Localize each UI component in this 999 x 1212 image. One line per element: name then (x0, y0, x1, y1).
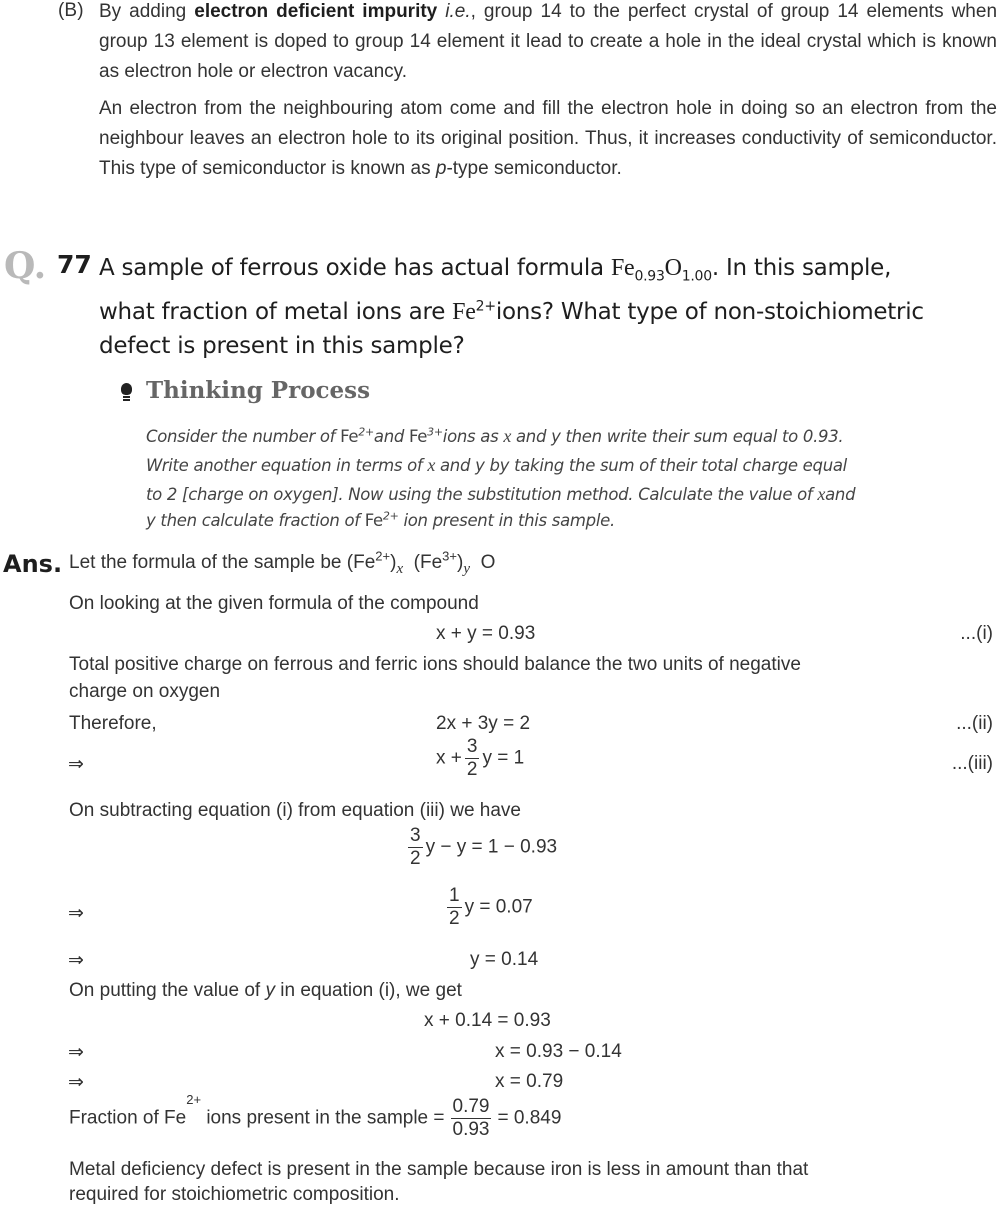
equation-2: 2x + 3y = 2 (436, 713, 531, 734)
equation-3: x + $\frac{3}{2}$ y = 1 (436, 736, 525, 780)
conclusion-2: required for stoichiometric composition. (69, 1184, 400, 1205)
equation-7: x + 0.14 = 0.93 (424, 1010, 551, 1031)
part-b-paragraph-1: By adding electron deficient impurity i.e., group 14 to the perfect crystal of group 14 elements when group 13 element is doped to group 14 element it lead to create a hole in the ideal crystal which is known as electron hole or electron vacancy. (99, 1, 998, 82)
implies-symbol-4: ⇒ (68, 1041, 84, 1063)
answer-line-6: On putting the value of y in equation (i), we get (69, 980, 462, 1001)
part-b-label: (B) (58, 0, 84, 21)
implies-symbol-1: ⇒ (68, 753, 84, 775)
implies-symbol-2: ⇒ (68, 902, 84, 924)
answer-line-2: On looking at the given formula of the compound (69, 593, 479, 614)
implies-symbol-5: ⇒ (68, 1071, 84, 1093)
therefore-label: Therefore, (69, 713, 157, 734)
answer-label: Ans. (3, 550, 63, 578)
thinking-process-title: Thinking Process (146, 377, 371, 404)
equation-6: y = 0.14 (470, 949, 539, 970)
answer-line-4: charge on oxygen (69, 681, 221, 702)
question-letter: Q. (4, 245, 47, 287)
thinking-process-text: Consider the number of $Fe^{2+}and$ $Fe^{3+}ions$ as x and y then write their sum equal to 0.93. Write another equation in terms of x and y by taking the sum of their total charge equal to 2 [charge on oxygen]. Now using the substitution method. Calculate the value of xand y then calculate fraction of $Fe^{2+}$ ion present in this sample. (146, 425, 856, 530)
equation-1: x + y = 0.93 (436, 623, 536, 644)
answer-line-5: On subtracting equation (i) from equation (iii) we have (69, 800, 522, 821)
equation-8: x = 0.93 − 0.14 (495, 1041, 622, 1062)
conclusion-1: Metal deficiency defect is present in the sample because iron is less in amount than that (69, 1159, 809, 1180)
implies-symbol-3: ⇒ (68, 949, 84, 971)
lightbulb-base-icon (123, 396, 130, 401)
equation-4: $\frac{3}{2}$ y − y = 1 − 0.93 (410, 825, 558, 869)
question-number: 77 (57, 250, 92, 279)
answer-line-3: Total positive charge on ferrous and ferric ions should balance the two units of negative (69, 654, 801, 675)
equation-3-tag: ...(iii) (951, 753, 993, 774)
equation-9: x = 0.79 (495, 1071, 564, 1092)
question-text: A sample of ferrous oxide has actual formula $Fe_{0.93}O_{1.00}$. In this sample, what fraction of metal ions are $Fe^{2+}ions$? What type of non-stoichiometric defect is present in this sample? (99, 255, 924, 359)
equation-5: $\frac{1}{2}$ y = 0.07 (449, 885, 533, 929)
answer-intro: Let the formula of the sample be $(Fe^{2+})_x$ $(Fe^{3+})_y$ O (69, 548, 496, 577)
lightbulb-icon (121, 383, 132, 395)
equation-2-tag: ...(ii) (956, 713, 993, 734)
equation-1-tag: ...(i) (960, 623, 993, 644)
fraction-line: Fraction of $Fe^{2+}$ ions present in the sample = $\frac{0.79}{0.93}$ = 0.849 (69, 1092, 562, 1140)
part-b-paragraph-2: An electron from the neighbouring atom come and fill the electron hole in doing so an electron from the neighbour leaves an electron hole to its original position. Thus, it increases conductivity of semiconductor. This type of semiconductor is known as p-type semiconductor. (99, 98, 997, 179)
